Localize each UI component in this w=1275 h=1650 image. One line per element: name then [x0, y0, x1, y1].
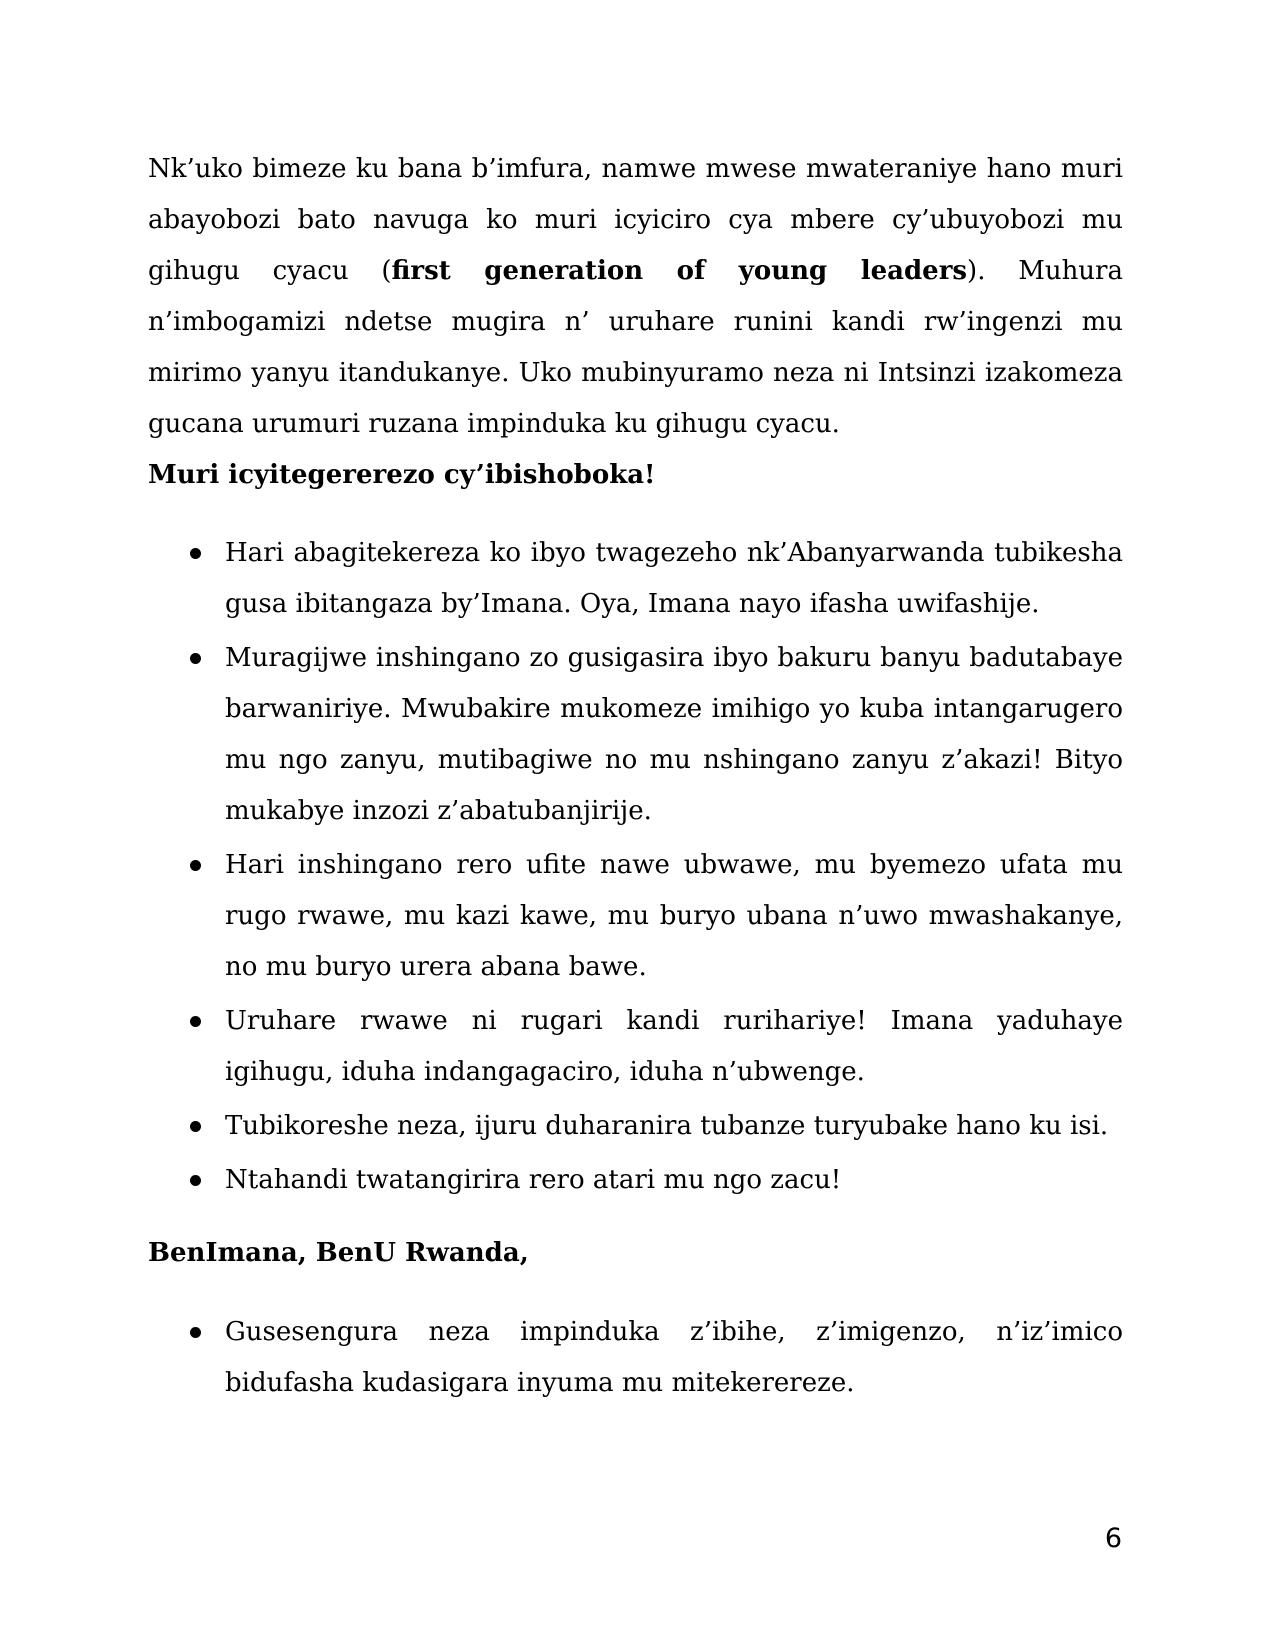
list-item-text: Muragijwe inshingano zo gusigasira ibyo bakuru banyu badutabaye barwaniriye. Mwubakire mukomeze imihigo yo kuba intangarugero mu ngo zanyu, mutibagiwe no mu nshingano zanyu z’akazi! Bityo mukabye inzozi z’abatubanjirije.	[225, 643, 1123, 826]
list-item-text: Gusesengura neza impinduka z’ibihe, z’imigenzo, n’iz’imico bidufasha kudasigara inyuma mu mitekerereze.	[225, 1317, 1123, 1398]
bullet-icon	[190, 548, 201, 559]
list-item	[148, 528, 1123, 630]
list-item	[148, 1155, 1123, 1206]
list-item	[148, 1101, 1123, 1152]
intro-text-start: Nk’uko bimeze ku bana b’imfura, namwe mwese mwateraniye hano muri abayobozi bato navuga ko muri icyiciro cya mbere cy’ubuyobozi mu gihugu cyacu (	[148, 154, 1123, 286]
list-item-text: Hari abagitekereza ko ibyo twagezeho nk’Abanyarwanda tubikesha gusa ibitangaza by’Imana. Oya, Imana nayo ifasha uwifashije.	[225, 538, 1123, 619]
intro-text-end: ). Muhura n’imbogamizi ndetse mugira n’ uruhare runini kandi rw’ingenzi mu mirimo yanyu itandukanye. Uko mubinyuramo neza ni Intsinzi izakomeza gucana urumuri ruzana impinduka ku gihugu cyacu.	[148, 256, 1123, 439]
list-item	[148, 633, 1123, 837]
list-item-text: Ntahandi twatangirira rero atari mu ngo zacu!	[225, 1165, 842, 1195]
intro-paragraph	[148, 144, 1123, 450]
list-item	[148, 840, 1123, 993]
list-item-text: Uruhare rwawe ni rugari kandi rurihariye! Imana yaduhaye igihugu, iduha indangagaciro, iduha n’ubwenge.	[225, 1006, 1123, 1087]
section-heading-ibishoboka: Muri icyitegererezo cy’ibishoboka!	[148, 460, 656, 490]
bullet-icon	[190, 1121, 201, 1132]
bullet-icon	[190, 860, 201, 871]
bullet-icon	[190, 653, 201, 664]
bullet-list-primary	[148, 528, 1123, 1206]
bullet-icon	[190, 1175, 201, 1186]
list-item-text: Tubikoreshe neza, ijuru duharanira tubanze turyubake hano ku isi.	[225, 1111, 1109, 1141]
list-item	[148, 1307, 1123, 1409]
list-item	[148, 996, 1123, 1098]
intro-bold-phrase: first generation of young leaders	[391, 256, 968, 286]
section-heading-benimana: BenImana, BenU Rwanda,	[148, 1238, 529, 1268]
list-item-text: Hari inshingano rero ufite nawe ubwawe, mu byemezo ufata mu rugo rwawe, mu kazi kawe, mu buryo ubana n’uwo mwashakanye, no mu buryo urera abana bawe.	[225, 850, 1123, 982]
bullet-icon	[190, 1327, 201, 1338]
bullet-list-secondary	[148, 1307, 1123, 1409]
bullet-icon	[190, 1016, 201, 1027]
page-number: 6	[1104, 1523, 1122, 1554]
